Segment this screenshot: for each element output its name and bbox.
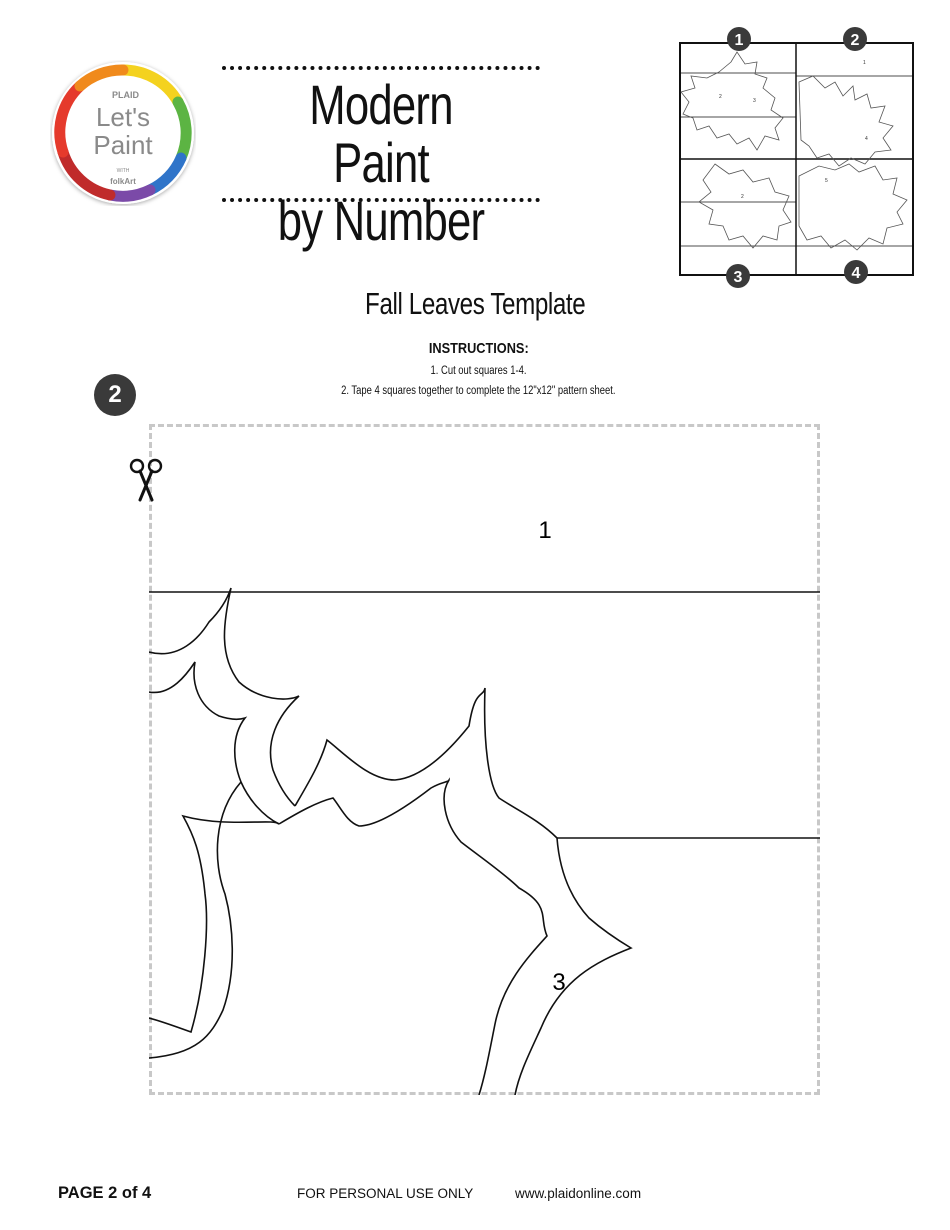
thumb-badge-4 (844, 260, 868, 284)
thumb-label-2: 2 (719, 94, 722, 100)
thumb-label-1: 1 (863, 60, 866, 66)
logo-line2: Paint (93, 130, 153, 160)
logo-with: WITH (116, 168, 130, 174)
leaf-outline-inner (149, 662, 279, 824)
lets-paint-logo (50, 60, 196, 206)
svg-text:3: 3 (733, 269, 743, 286)
thumb-label-3: 3 (753, 98, 756, 104)
leaf-outline-upper (149, 588, 299, 806)
usage-notice: FOR PERSONAL USE ONLY (297, 1186, 474, 1201)
leaf-outline-left-lower (149, 816, 279, 1032)
page-title (257, 73, 505, 252)
logo-line1: Let's (95, 102, 151, 132)
title-dotted-rule-bottom (222, 198, 540, 202)
pattern-drawing (149, 424, 820, 1095)
template-subtitle: Fall Leaves Template (364, 286, 586, 321)
thumb-badge-3 (726, 264, 750, 288)
thumb-label-4: 4 (865, 136, 868, 142)
svg-text:1: 1 (734, 32, 744, 49)
instruction-step-1: 1. Cut out squares 1-4. (430, 365, 527, 377)
thumb-label-5: 5 (825, 178, 828, 184)
leaf-outline-main-outer (295, 688, 631, 1095)
thumb-label-6: 2 (741, 194, 744, 200)
scissors-icon (128, 456, 164, 504)
logo-partner: folkArt (110, 177, 136, 186)
title-line-2: by Number (277, 189, 485, 252)
instructions-heading: INSTRUCTIONS: (428, 340, 529, 357)
logo-brand: PLAID (112, 90, 139, 100)
layout-thumbnail (679, 26, 915, 290)
svg-text:2: 2 (850, 32, 860, 49)
square-number-badge: 2 (94, 374, 136, 416)
instruction-step-2: 2. Tape 4 squares together to complete the 12"x12" pattern sheet. (341, 385, 616, 397)
svg-text:4: 4 (851, 265, 861, 282)
title-dotted-rule-top (222, 66, 540, 70)
page-number: PAGE 2 of 4 (58, 1184, 152, 1202)
leaf-outline-main-inner (279, 780, 547, 1095)
region-label-3: 3 (552, 969, 566, 996)
region-label-1: 1 (538, 517, 552, 544)
thumb-badge-1 (727, 27, 751, 51)
website-url: www.plaidonline.com (515, 1186, 642, 1201)
thumb-badge-2 (843, 27, 867, 51)
title-line-1: Modern Paint (309, 73, 453, 194)
